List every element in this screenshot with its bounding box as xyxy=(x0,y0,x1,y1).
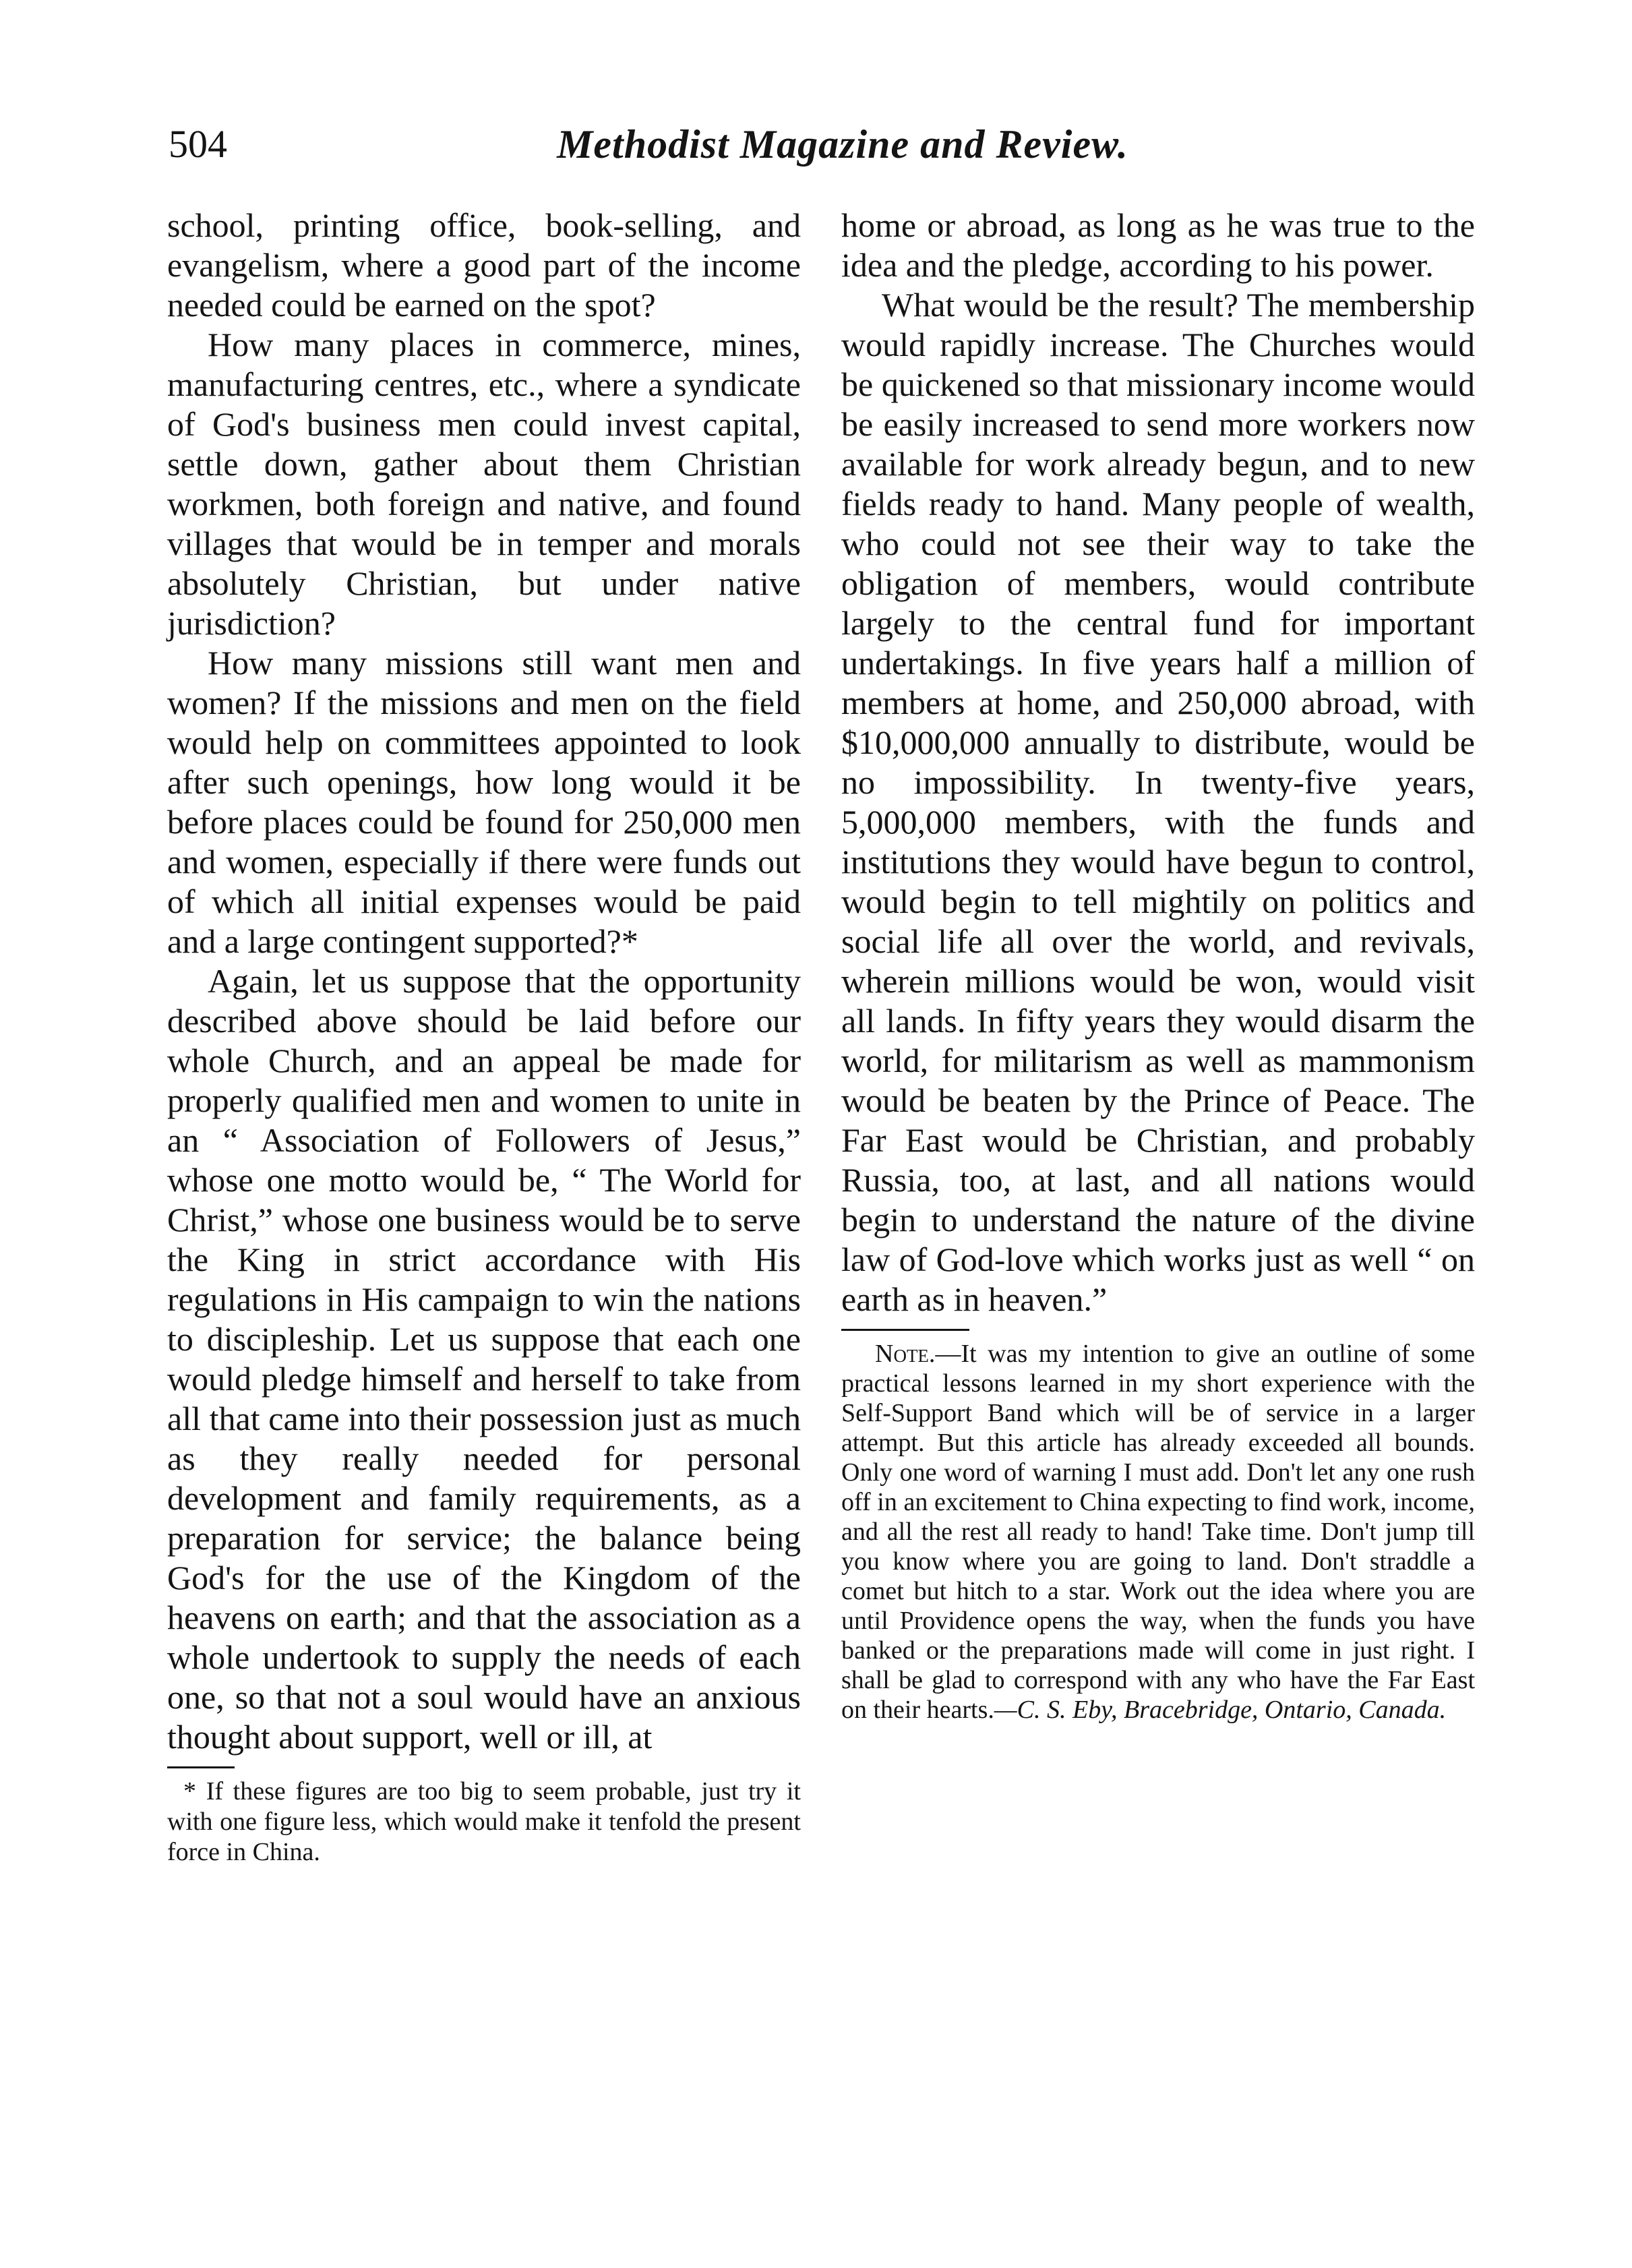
note-label: Note. xyxy=(875,1340,936,1368)
note-signature: —C. S. Eby, Bracebridge, Ontario, Canada. xyxy=(994,1696,1447,1724)
running-title: Methodist Magazine and Review. xyxy=(557,122,1128,167)
note-text: —It was my intention to give an outline of some practical lessons learned in my short experience with the Self-Support Band which will be of service in a larger attempt. But this article has already exceeded all bounds. Only one word of warning I must add. Don't let any one rush off in an excitement to China expecting to find work, income, and all the rest all ready to hand! Take time. Don't jump till you know where you are going to land. Don't straddle a comet but hitch to a star. Work out the idea where you are until Providence opens the way, when the funds you have banked or the preparations made will come in just right. I shall be glad to correspond with any who have the Far East on their hearts. xyxy=(841,1340,1475,1724)
author-note xyxy=(841,1339,1475,1725)
footnote-rule xyxy=(167,1766,235,1768)
footnote: * If these figures are too big to seem probable, just try it with one figure less, which would make it tenfold the present force in China. xyxy=(167,1777,801,1866)
left-column xyxy=(167,206,801,1868)
body-paragraph: home or abroad, as long as he was true to the idea and the pledge, according to his power. xyxy=(841,206,1475,284)
body-paragraph: How many missions still want men and women? If the missions and men on the field would help on committees appointed to look after such openings, how long would it be before places could be found for 250,000 men and women, especially if there were funds out of which all initial expenses would be paid and a large contingent supported?* xyxy=(167,644,801,960)
page-number: 504 xyxy=(169,122,227,166)
body-paragraph: What would be the result? The membership would rapidly increase. The Churches would be quickened so that missionary income would be easily increased to send more workers now available for work already begun, and to new fields ready to hand. Many people of wealth, who could not see their way to take the obligation of members, would contribute largely to the central fund for important undertakings. In five years half a million of members at home, and 250,000 abroad, with $10,000,000 annually to distribute, would be no impossibility. In twenty-five years, 5,000,000 members, with the funds and institutions they would have begun to control, would begin to tell mightily on politics and social life all over the world, and revivals, wherein millions would be won, would visit all lands. In fifty years they would disarm the world, for militarism as well as mammonism would be beaten by the Prince of Peace. The Far East would be Christian, and probably Russia, too, at last, and all nations would begin to understand the nature of the divine law of God-love which works just as well “ on earth as in heaven.” xyxy=(841,286,1475,1318)
right-column xyxy=(841,206,1475,1725)
page-header xyxy=(169,121,1517,175)
body-paragraph: school, printing office, book-selling, and evangelism, where a good part of the income needed could be earned on the spot? xyxy=(167,206,801,324)
note-rule xyxy=(841,1329,969,1331)
body-paragraph: How many places in commerce, mines, manufacturing centres, etc., where a syndicate of God's business men could invest capital, settle down, gather about them Christian workmen, both foreign and native, and found villages that would be in temper and morals absolutely Christian, but under native jurisdiction? xyxy=(167,326,801,642)
body-paragraph: Again, let us suppose that the opportunity described above should be laid before our whole Church, and an appeal be made for properly qualified men and women to unite in an “ Association of Followers of Jesus,” whose one motto would be, “ The World for Christ,” whose one business would be to serve the King in strict accordance with His regulations in His campaign to win the nations to discipleship. Let us suppose that each one would pledge himself and herself to take from all that came into their possession just as much as they really needed for personal development and family requirements, as a preparation for service; the balance being God's for the use of the Kingdom of the heavens on earth; and that the association as a whole undertook to supply the needs of each one, so that not a soul would have an anxious thought about support, well or ill, at xyxy=(167,962,801,1756)
